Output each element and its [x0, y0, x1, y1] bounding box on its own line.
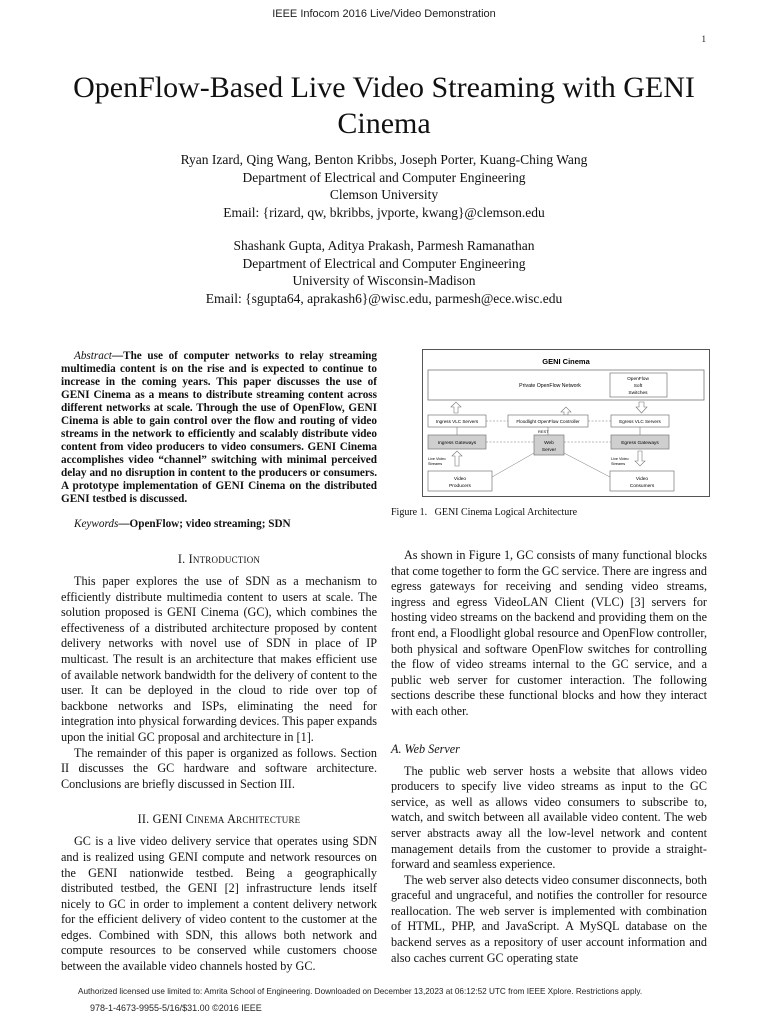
keywords-label: Keywords	[74, 518, 119, 530]
streams-label-left-1: Live Video	[428, 457, 446, 461]
producers-line-1: Video	[453, 477, 467, 482]
streams-label-right-2: Streams	[611, 462, 626, 466]
consumers-line-1: Video	[635, 477, 649, 482]
ingress-vlc-label: Ingress VLC Servers	[435, 419, 479, 424]
egress-gateway-label: Egress Gateways	[621, 441, 659, 446]
paragraph: GC is a live video delivery service that operates using SDN and is realized using GENI compute and network resources on the GENI nationwide testbed. Being a geographically distributed testbed, the GENI [2] infrastructure lends itself nicely to GC in order to implement a content delivery network for the efficient delivery of video content to the customer at the edges. Combined with SDN, this allows both network and compute resources to be conserved while customers choose between the available video channels hosted by GC.	[61, 834, 377, 974]
figure-caption: Figure 1. GENI Cinema Logical Architecture	[391, 507, 578, 518]
title-line-2: Cinema	[337, 107, 431, 140]
private-network-label: Private OpenFlow Network	[519, 383, 581, 389]
ingress-gateway-label: Ingress Gateways	[437, 441, 477, 446]
left-column	[61, 350, 377, 975]
paragraph: The web server also detects video consumer disconnects, both graceful and ungraceful, and notifies the controller for resource reallocation. The web server is implemented with combination of HTML, PHP, and JavaScript. A MySQL database on the backend serves as a repository of user account information and also caches current GC operating state	[391, 872, 707, 965]
author-university: University of Wisconsin-Madison	[292, 273, 476, 288]
consumers-line-2: Consumers	[629, 484, 655, 489]
paragraph: The remainder of this paper is organized as follows. Section II discusses the GC hardware and software architecture. Conclusions are briefly discussed in Section III.	[61, 745, 377, 791]
author-email: Email: {rizard, qw, bkribbs, jvporte, kwang}@clemson.edu	[223, 204, 545, 220]
introduction-body	[61, 574, 377, 792]
streams-label-left-2: Streams	[428, 462, 443, 466]
abstract-label: Abstract	[74, 350, 112, 362]
architecture-diagram	[422, 349, 710, 497]
diagram-title: GENI Cinema	[542, 357, 590, 366]
paragraph: This paper explores the use of SDN as a mechanism to efficiently distribute multimedia content to users at scale. The solution proposed is GENI Cinema (GC), which combines the effectiveness of a distributed architecture proposed by content delivery networks with novel use of SDN in place of IP multicast. The result is an architecture that makes efficient use of available network bandwidth for the delivery of content to the user. It can be deployed in the cloud to ride over top of backbone networks and ISPs, eliminating the need for integration into physical forwarding devices. This paper expands upon the initial GC proposal and architecture in [1].	[61, 574, 377, 744]
subsection-heading-web-server: A. Web Server	[391, 741, 460, 756]
switches-line-3: Switches	[628, 391, 648, 396]
figure-discussion	[391, 548, 707, 720]
streams-label-right-1: Live Video	[611, 457, 629, 461]
rest-label: REST	[538, 429, 549, 434]
abstract-text: —The use of computer networks to relay streaming multimedia content is on the rise and is expected to continue to increase in the coming years. This paper discusses the use of GENI Cinema as a means to distribute streaming content across different networks at scale. Through the use of OpenFlow, GENI Cinema is able to gain control over the flow and routing of video streams in the network to efficiently and scalably distribute video content from video producers to video consumers. GENI Cinema accomplishes video “channel” switching with minimal perceived delay and no disruption in content to the producers or consumers. A prototype implementation of GENI Cinema on the distributed GENI testbed is discussed.	[61, 350, 377, 505]
author-email: Email: {sgupta64, aprakash6}@wisc.edu, parmesh@ece.wisc.edu	[205, 290, 563, 306]
section-heading-introduction: I. Introduction	[177, 552, 261, 566]
paragraph: As shown in Figure 1, GC consists of many functional blocks that come together to form the GC service. There are ingress and egress gateways for receiving and sending video streams, ingress and egress VideoLAN Client (VLC) [3] servers for hosting video streams on the backend and providing them on the front end, a Floodlight global resource and OpenFlow controller, both physical and software OpenFlow switches for controlling the flow of video streams internal to the GC service, and a public web server for customer interaction. The following sections describe these functional blocks and how they interact with each other.	[391, 548, 707, 718]
controller-label: Floodlight OpenFlow Controller	[516, 419, 580, 424]
author-department: Department of Electrical and Computer Engineering	[242, 169, 526, 185]
section-heading-architecture: II. GENI Cinema Architecture	[137, 812, 301, 827]
author-university: Clemson University	[329, 187, 439, 202]
producers-line-2: Producers	[449, 484, 471, 489]
web-server-body	[391, 764, 707, 967]
copyright-line: 978-1-4673-9955-5/16/$31.00 ©2016 IEEE	[90, 1003, 262, 1013]
right-column	[391, 548, 707, 966]
running-header: IEEE Infocom 2016 Live/Video Demonstration	[272, 8, 496, 20]
architecture-body	[61, 834, 377, 974]
page-number: 1	[701, 34, 706, 44]
author-names: Ryan Izard, Qing Wang, Benton Kribbs, Joseph Porter, Kuang-Ching Wang	[180, 152, 588, 167]
license-notice: Authorized licensed use limited to: Amrita School of Engineering. Downloaded on December 13,2023 at 06:12:52 UTC from IEEE Xplore. Restrictions apply.	[78, 987, 643, 996]
title-line-1: OpenFlow-Based Live Video Streaming with GENI	[73, 71, 695, 104]
author-block-clemson	[40, 151, 728, 221]
switches-line-2: Soft	[633, 384, 643, 389]
web-server-line-2: Server	[541, 448, 557, 453]
keywords-text: —OpenFlow; video streaming; SDN	[118, 518, 291, 530]
author-department: Department of Electrical and Computer Engineering	[242, 255, 526, 271]
author-names: Shashank Gupta, Aditya Prakash, Parmesh Ramanathan	[233, 238, 535, 253]
keywords	[61, 518, 377, 530]
author-block-wisconsin	[40, 237, 728, 307]
abstract	[61, 350, 377, 506]
paragraph: The public web server hosts a website that allows video producers to specify live video streams as input to the GC service, as well as allows video consumers to subscribe to, watch, and switch between all available video content. The web server abstracts away all the low-level network and content management details from the customer to provide a straight-forward and seamless experience.	[391, 763, 707, 872]
egress-vlc-label: Egress VLC Servers	[619, 419, 661, 424]
paper-title	[40, 70, 728, 142]
web-server-line-1: Web	[544, 441, 554, 446]
switches-line-1: OpenFlow	[627, 377, 649, 382]
